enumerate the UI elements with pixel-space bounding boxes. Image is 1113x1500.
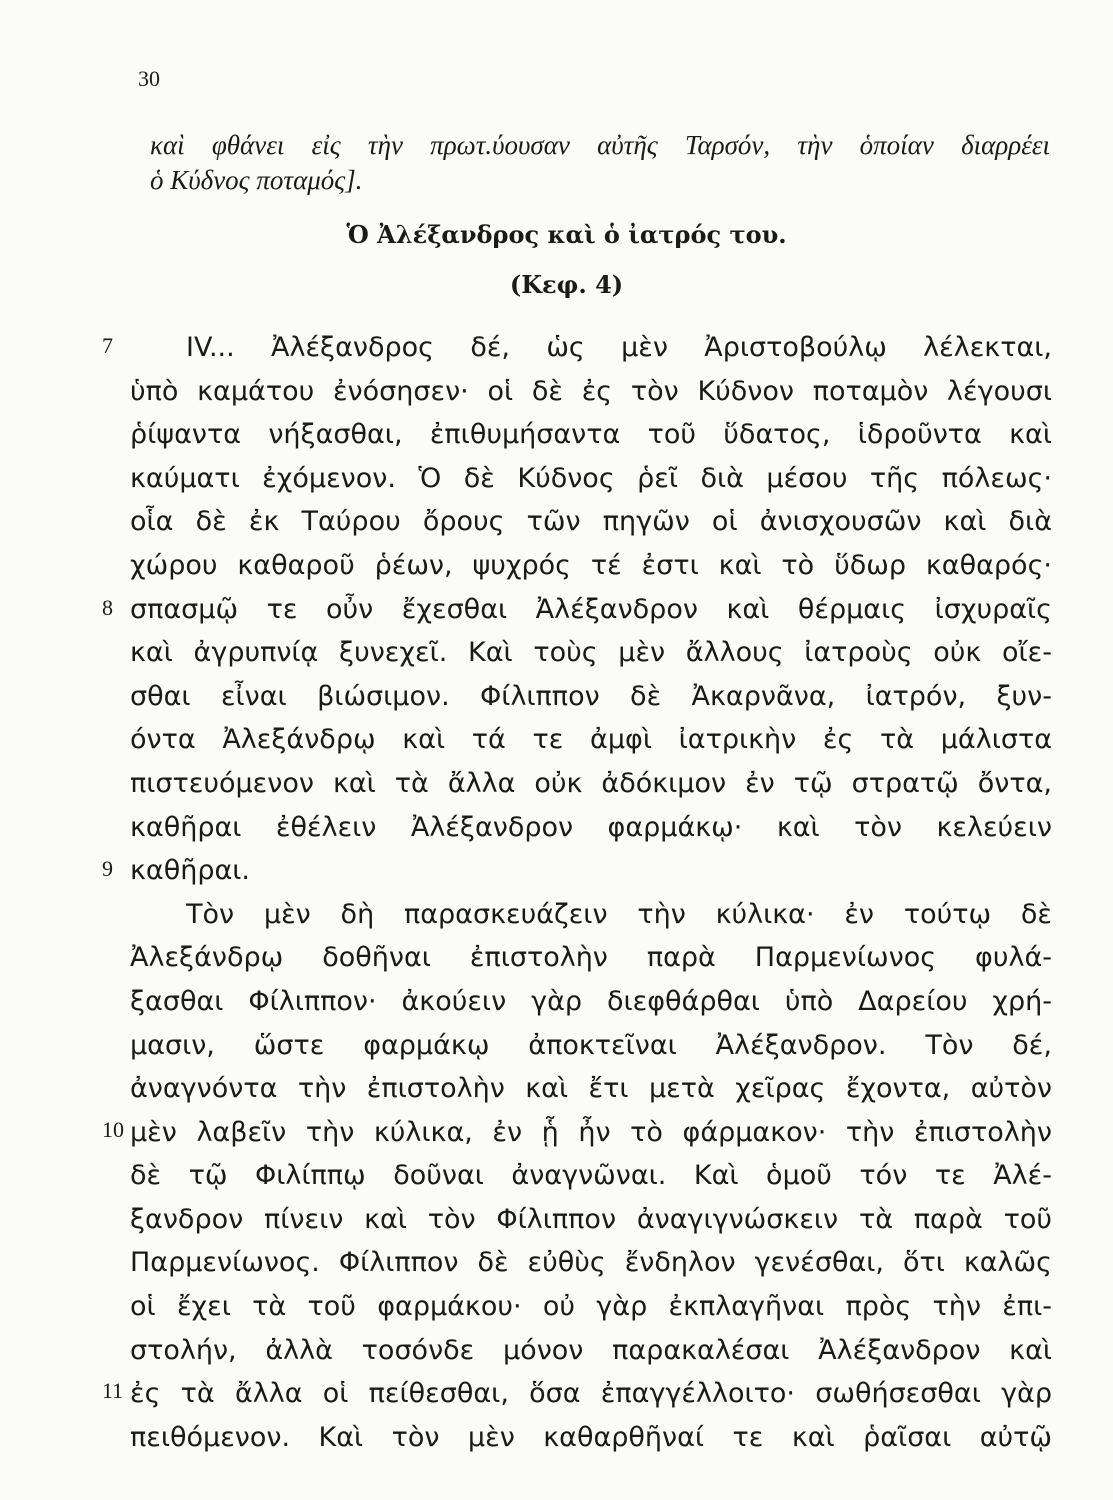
text-line: καὶ ἀγρυπνίᾳ ξυνεχεῖ. Καὶ τοὺς μὲν ἄλλους ἰατροὺς οὐκ οἴε- bbox=[130, 637, 1052, 669]
chapter-label: (Κεφ. 4) bbox=[509, 270, 624, 299]
text-line: δὲ τῷ Φιλίππῳ δοῦναι ἀναγνῶναι. Καὶ ὁμοῦ τόν τε Ἀλέ- bbox=[130, 1160, 1052, 1192]
section-number: 10 bbox=[102, 1117, 124, 1142]
text-line: IV... Ἀλέξανδρος δέ, ὡς μὲν Ἀριστοβούλῳ λέλεκται, bbox=[186, 332, 1052, 363]
intro-note bbox=[150, 128, 1050, 198]
intro-line: καὶ φθάνει εἰς τὴν πρωτ.ύουσαν αὐτῆς Ταρσόν, τὴν ὁποίαν διαρρέει bbox=[150, 130, 1050, 160]
text-line: ἐς τὰ ἄλλα οἱ πείθεσθαι, ὅσα ἐπαγγέλλοιτο· σωθήσεσθαι γὰρ bbox=[130, 1378, 1052, 1410]
text-line: καθῆραι. bbox=[130, 855, 250, 887]
text-line: Ἀλεξάνδρῳ δοθῆναι ἐπιστολὴν παρὰ Παρμενίωνος φυλά- bbox=[130, 942, 1052, 974]
text-line: ὑπὸ καμάτου ἐνόσησεν· οἱ δὲ ἐς τὸν Κύδνον ποταμὸν λέγουσι bbox=[130, 375, 1052, 407]
text-line: ῥίψαντα νήξασθαι, ἐπιθυμήσαντα τοῦ ὕδατος, ἱδροῦντα καὶ bbox=[130, 419, 1052, 451]
main-text bbox=[130, 326, 1052, 1459]
section-number: 7 bbox=[102, 333, 113, 358]
section-number: 9 bbox=[102, 856, 113, 881]
text-line: οἷα δὲ ἐκ Ταύρου ὄρους τῶν πηγῶν οἱ ἀνισχουσῶν καὶ διὰ bbox=[130, 506, 1052, 538]
text-line: πιστευόμενον καὶ τὰ ἄλλα οὐκ ἀδόκιμον ἐν τῷ στρατῷ ὄντα, bbox=[130, 767, 1052, 799]
text-line: σθαι εἶναι βιώσιμον. Φίλιππον δὲ Ἀκαρνᾶνα, ἰατρόν, ξυν- bbox=[130, 680, 1052, 712]
text-line: μὲν λαβεῖν τὴν κύλικα, ἐν ᾗ ἦν τὸ φάρμακον· τὴν ἐπιστολὴν bbox=[130, 1116, 1052, 1148]
text-line: καύματι ἐχόμενον. Ὁ δὲ Κύδνος ῥεῖ διὰ μέσου τῆς πόλεως· bbox=[130, 462, 1052, 494]
section-title: Ὁ Ἀλέξανδρος καὶ ὁ ἰατρός του. bbox=[346, 220, 787, 249]
text-line: πειθόμενον. Καὶ τὸν μὲν καθαρθῆναί τε καὶ ῥαῖσαι αὐτῷ bbox=[130, 1421, 1052, 1453]
text-line: όντα Ἀλεξάνδρῳ καὶ τά τε ἀμφὶ ἰατρικὴν ἐς τὰ μάλιστα bbox=[130, 724, 1052, 756]
text-line: σπασμῷ τε οὖν ἔχεσθαι Ἀλέξανδρον καὶ θέρμαις ἰσχυραῖς bbox=[130, 593, 1052, 625]
text-line: χώρου καθαροῦ ῥέων, ψυχρός τέ ἐστι καὶ τὸ ὕδωρ καθαρός· bbox=[130, 549, 1052, 581]
page-number: 30 bbox=[138, 66, 160, 91]
text-line: ξανδρον πίνειν καὶ τὸν Φίλιππον ἀναγιγνώσκειν τὰ παρὰ τοῦ bbox=[130, 1203, 1052, 1235]
text-line: ἀναγνόντα τὴν ἐπιστολὴν καὶ ἔτι μετὰ χεῖρας ἔχοντα, αὐτὸν bbox=[130, 1073, 1052, 1105]
text-line: οἱ ἔχει τὰ τοῦ φαρμάκου· οὐ γὰρ ἐκπλαγῆναι πρὸς τὴν ἐπι- bbox=[130, 1291, 1052, 1323]
text-line: Τὸν μὲν δὴ παρασκευάζειν τὴν κύλικα· ἐν τούτῳ δὲ bbox=[186, 898, 1052, 930]
text-line: μασιν, ὥστε φαρμάκῳ ἀποκτεῖναι Ἀλέξανδρον. Τὸν δέ, bbox=[130, 1029, 1052, 1061]
section-number: 8 bbox=[102, 595, 113, 620]
text-line: στολήν, ἀλλὰ τοσόνδε μόνον παρακαλέσαι Ἀλέξανδρον καὶ bbox=[130, 1334, 1052, 1366]
text-line: καθῆραι ἐθέλειν Ἀλέξανδρον φαρμάκῳ· καὶ τὸν κελεύειν bbox=[130, 811, 1052, 843]
section-number: 11 bbox=[102, 1378, 124, 1403]
text-line: Παρμενίωνος. Φίλιππον δὲ εὐθὺς ἔνδηλον γενέσθαι, ὅτι καλῶς bbox=[130, 1247, 1052, 1279]
text-line: ξασθαι Φίλιππον· ἀκούειν γὰρ διεφθάρθαι ὑπὸ Δαρείου χρή- bbox=[130, 985, 1052, 1017]
intro-line: ὁ Κύδνος ποταμός]. bbox=[150, 165, 363, 195]
